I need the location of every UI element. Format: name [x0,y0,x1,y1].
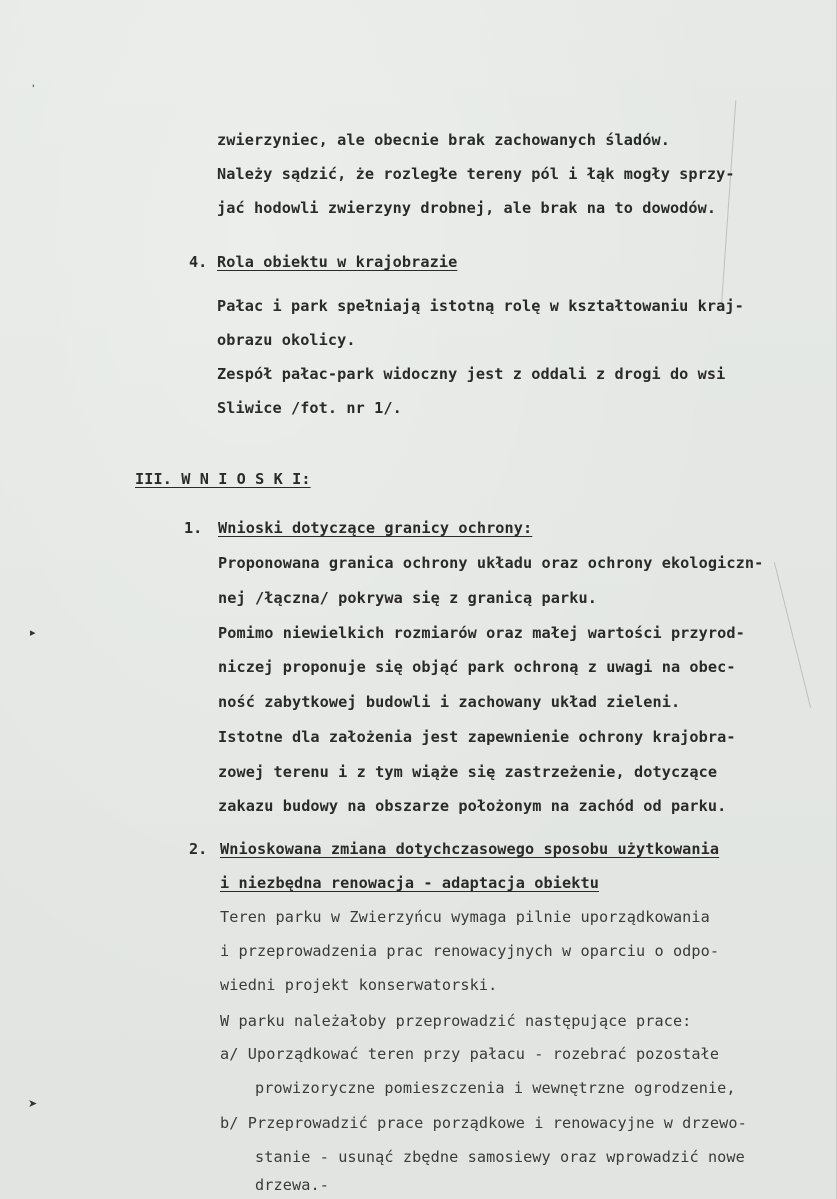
body-text-line: Zespół pałac-park widoczny jest z oddali z drogi do wsi [217,365,726,383]
body-text-line: Proponowana granica ochrony układu oraz ochrony ekologiczn- [218,554,764,572]
list-item-b-continuation: drzewa.- [255,1176,329,1194]
body-text-line: niczej proponuje się objąć park ochroną z uwagi na obec- [218,658,736,676]
body-text-line: zwierzyniec, ale obecnie brak zachowanych śladów. [217,131,670,149]
list-item-b-continuation: stanie - usunąć zbędne samosiewy oraz wprowadzić nowe [255,1148,745,1166]
body-text-line: wiedni projekt konserwatorski. [220,976,498,994]
body-text-line: jać hodowli zwierzyny drobnej, ale brak na to dowodów. [217,199,717,217]
body-text-line: ność zabytkowej budowli i zachowany układ zieleni. [218,693,681,711]
paper-fold-line [721,100,737,310]
body-text-line: Pałac i park spełniają istotną rolę w kształtowaniu kraj- [217,297,744,315]
section-number: 4. [189,253,208,271]
body-text-line: Teren parku w Zwierzyńcu wymaga pilnie uporządkowania [220,908,710,926]
section-heading: Rola obiektu w krajobrazie [217,253,458,271]
section-number: 2. [189,840,208,858]
section-heading: Wnioskowana zmiana dotychczasowego sposobu użytkowania [220,840,720,858]
body-text-line: i przeprowadzenia prac renowacyjnych w oparciu o odpo- [220,942,720,960]
list-item-a: a/ Uporządkować teren przy pałacu - rozebrać pozostałe [220,1045,720,1063]
body-text-line: Należy sądzić, że rozległe tereny pól i łąk mogły sprzy- [217,165,735,183]
body-text-line: W parku należałoby przeprowadzić następujące prace: [220,1012,692,1030]
margin-tick-mark: ➤ [28,1097,38,1110]
section-heading: i niezbędna renowacja - adaptacja obiektu [220,874,599,892]
body-text-line: zowej terenu i z tym wiąże się zastrzeżenie, dotyczące [218,763,718,781]
body-text-line: Pomimo niewielkich rozmiarów oraz małej wartości przyrod- [218,624,745,642]
paper-fold-line [774,562,811,708]
margin-tick-mark: ▸ [30,626,36,639]
body-text-line: obrazu okolicy. [217,331,356,349]
body-text-line: zakazu budowy na obszarze położonym na zachód od parku. [218,797,727,815]
section-number: 1. [184,519,203,537]
list-item-b: b/ Przeprowadzić prace porządkowe i renowacyjne w drzewo- [220,1114,747,1132]
chapter-heading: III. W N I O S K I: [135,470,311,488]
body-text-line: nej /łączna/ pokrywa się z granicą parku. [218,589,597,607]
body-text-line: Istotne dla założenia jest zapewnienie ochrony krajobra- [218,728,736,746]
body-text-line: Sliwice /fot. nr 1/. [217,399,402,417]
section-heading: Wnioski dotyczące granicy ochrony: [218,519,533,537]
margin-tick-mark: ˒ [32,80,36,93]
list-item-a-continuation: prowizoryczne pomieszczenia i wewnętrzne ogrodzenie, [255,1079,736,1097]
